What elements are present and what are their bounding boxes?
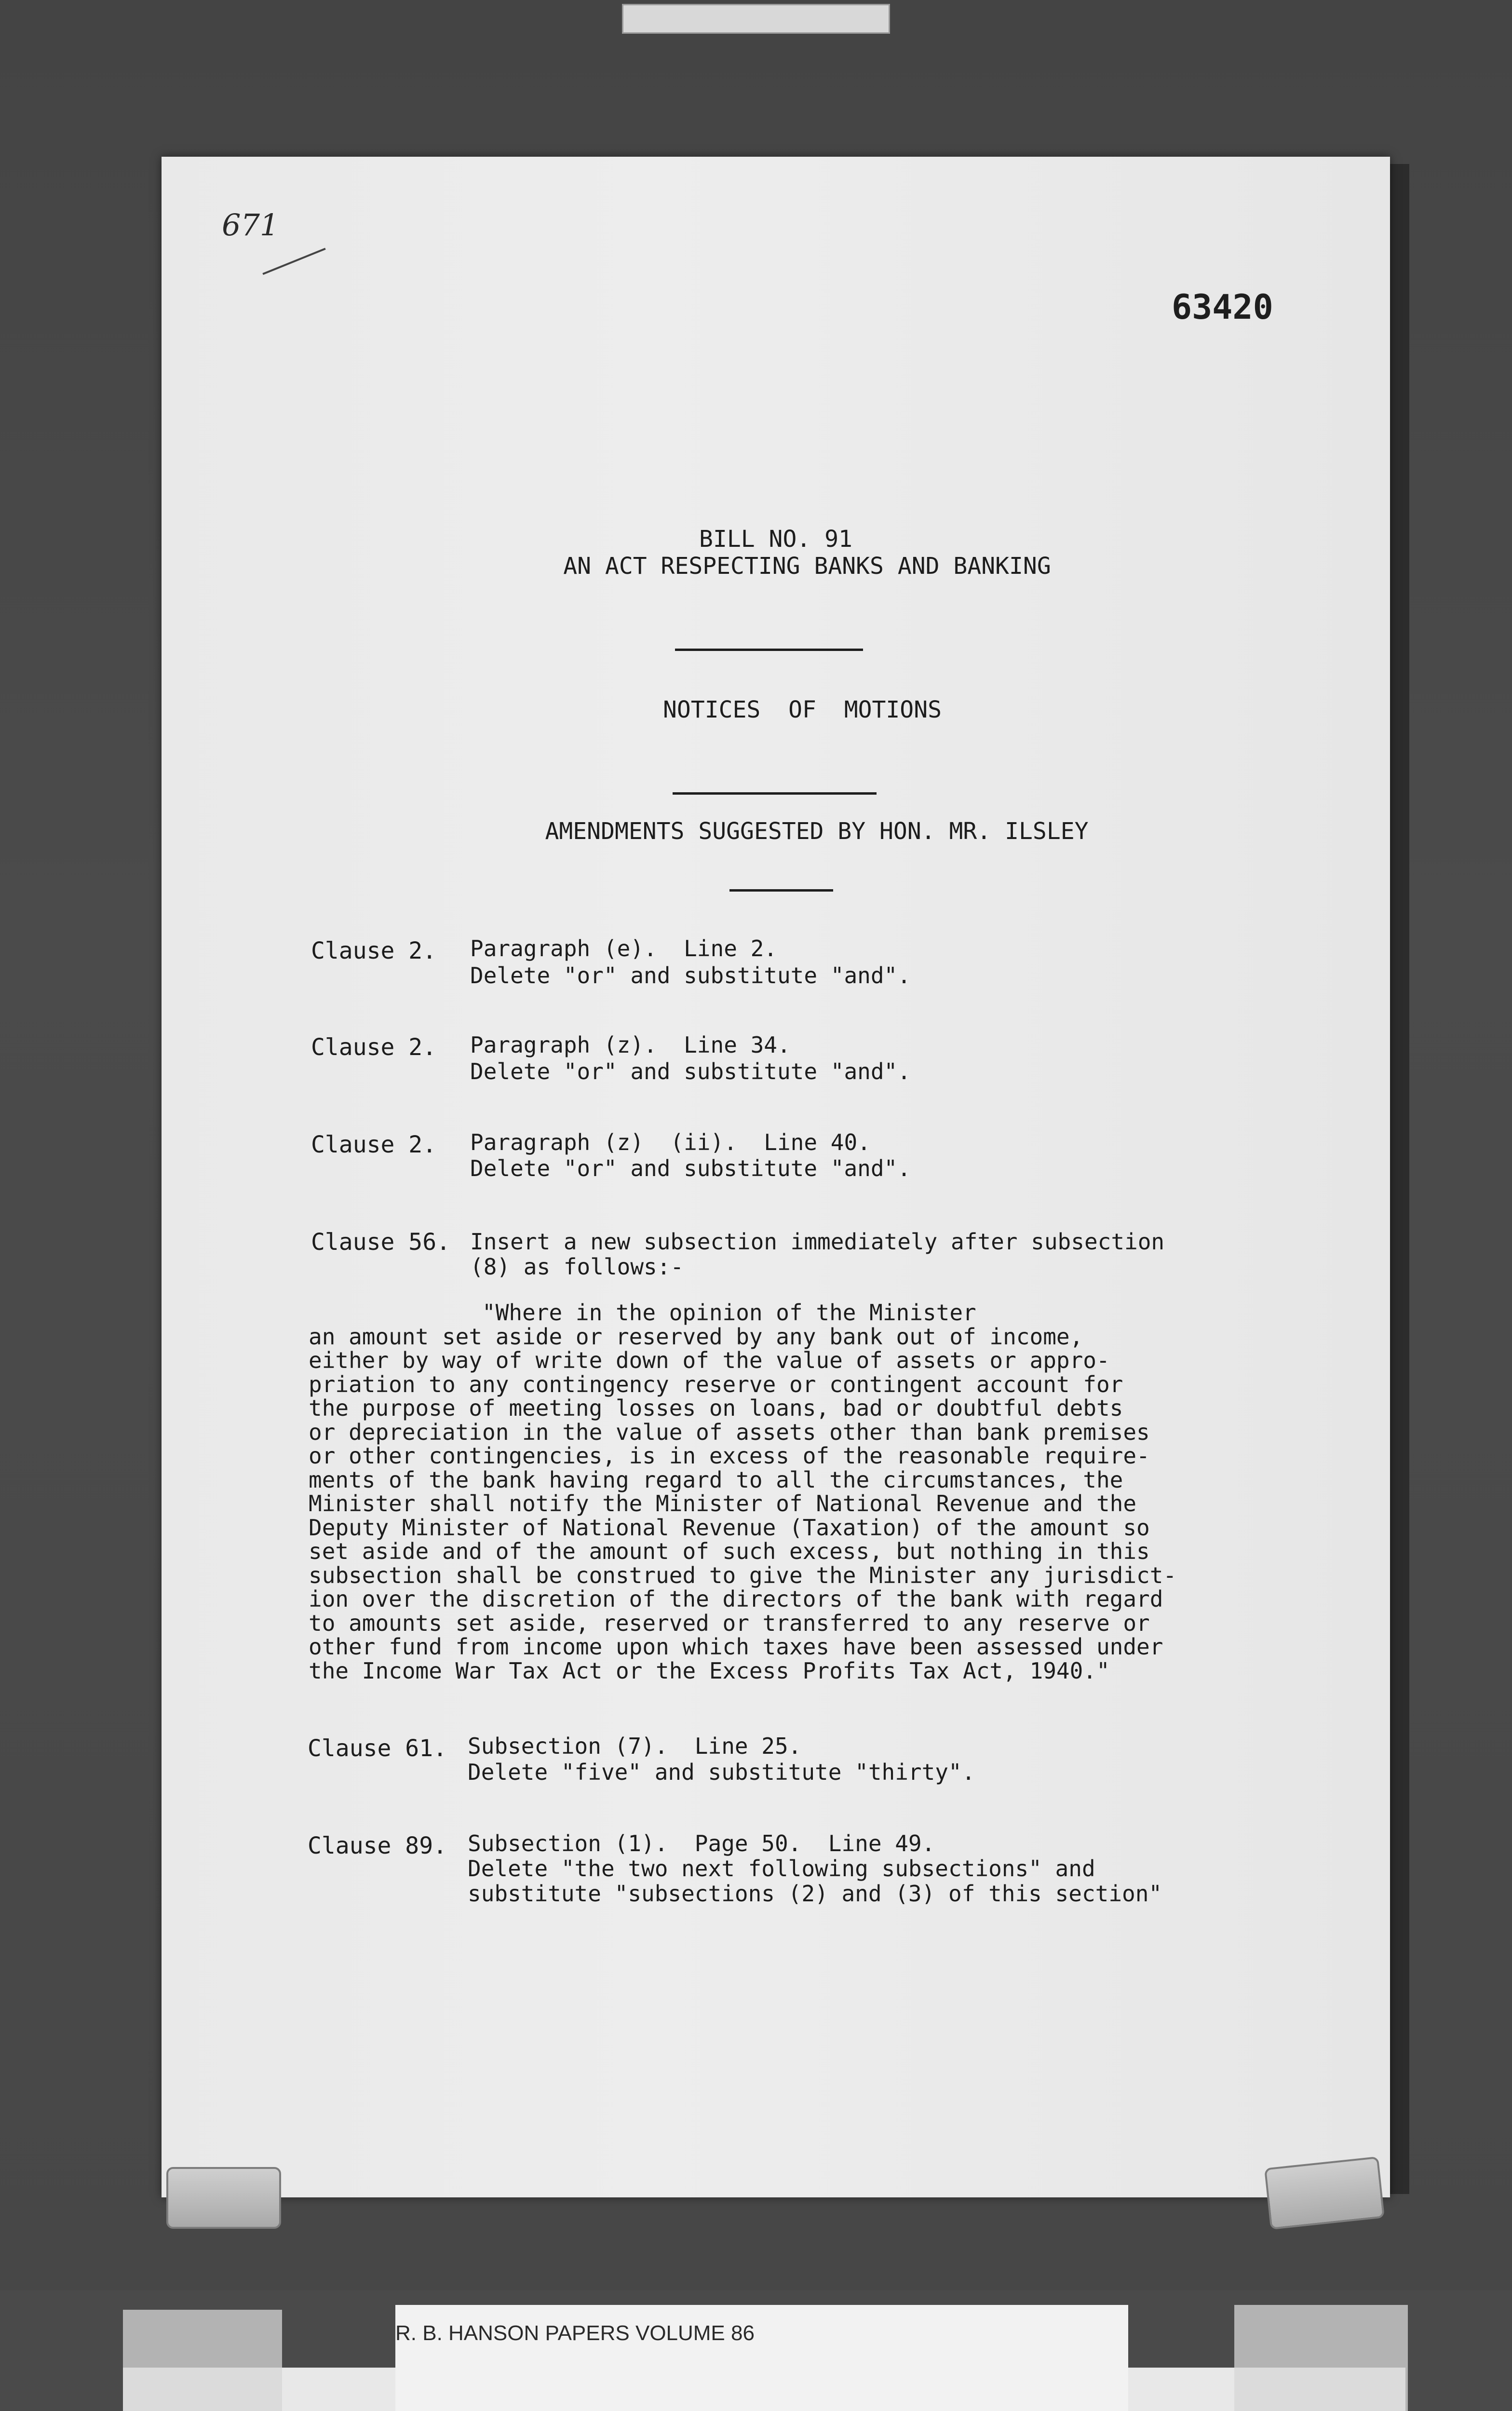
binder-clip-left	[166, 2167, 281, 2229]
collection-label-text: R. B. HANSON PAPERS VOLUME 86	[395, 2321, 755, 2345]
handwritten-page-number: 671	[222, 207, 279, 243]
clause-line: Subsection (1). Page 50. Line 49.	[468, 1830, 935, 1856]
notices-heading: NOTICES OF MOTIONS	[663, 696, 942, 723]
clause-label: Clause 2.	[311, 937, 437, 964]
clause-label: Clause 56.	[311, 1229, 450, 1256]
clause-line: Delete "or" and substitute "and".	[470, 1155, 911, 1181]
divider-2	[673, 792, 877, 795]
clause-label: Clause 89.	[308, 1832, 447, 1859]
collection-label	[395, 2305, 1128, 2411]
clause-label: Clause 2.	[311, 1131, 437, 1158]
divider-1	[675, 649, 863, 651]
clause-line: Paragraph (e). Line 2.	[470, 935, 777, 962]
clause-line: (8) as follows:-	[470, 1254, 684, 1280]
clause-label: Clause 61.	[308, 1735, 447, 1762]
amendments-heading: AMENDMENTS SUGGESTED BY HON. MR. ILSLEY	[545, 818, 1089, 845]
document-number: 63420	[1172, 287, 1273, 327]
clause-line: Delete "or" and substitute "and".	[470, 962, 911, 989]
clause-line: Paragraph (z) (ii). Line 40.	[470, 1129, 871, 1155]
clause-line: Delete "five" and substitute "thirty".	[468, 1759, 975, 1785]
act-title: AN ACT RESPECTING BANKS AND BANKING	[563, 553, 1051, 580]
clause-line: substitute "subsections (2) and (3) of this section"	[468, 1881, 1162, 1907]
top-clip-strip	[622, 4, 890, 34]
divider-3	[729, 889, 833, 892]
clause-line: Paragraph (z). Line 34.	[470, 1032, 791, 1058]
clause-line: Subsection (7). Line 25.	[468, 1733, 802, 1759]
new-subsection-text: "Where in the opinion of the Minister an amount set aside or reserved by any bank out of income, either by way of write down of the value of assets or appro- priation to any contingency reserve or contingent account for the purpose of meeting losses on loans, bad or doubtful debts or depreciation in the value of assets other than bank premises or other contingencies, is in excess of the reasonable require- ments of the bank having regard to all the circumstances, the Minister shall notify the Minister of National Revenue and the Deputy Minister of National Revenue (Taxation) of the amount so set aside and of the amount of such excess, but nothing in this subsection shall be construed to give the Minister any jurisdict- ion over the discretion of the directors of the bank with regard to amounts set aside, reserved or transferred to any reserve or other fund from income upon which taxes have been assessed under the Income War Tax Act or the Excess Profits Tax Act, 1940."	[309, 1300, 1177, 1684]
binder-clip-right	[1264, 2156, 1385, 2230]
page-shadow	[1390, 164, 1409, 2194]
tape-left	[123, 2310, 282, 2411]
clause-line: Delete "the two next following subsections" and	[468, 1856, 1095, 1882]
clause-label: Clause 2.	[311, 1034, 437, 1061]
clause-line: Delete "or" and substitute "and".	[470, 1058, 911, 1084]
bill-number: BILL NO. 91	[699, 526, 852, 553]
clause-line: Insert a new subsection immediately after subsection	[470, 1229, 1165, 1255]
tape-right	[1234, 2305, 1408, 2411]
